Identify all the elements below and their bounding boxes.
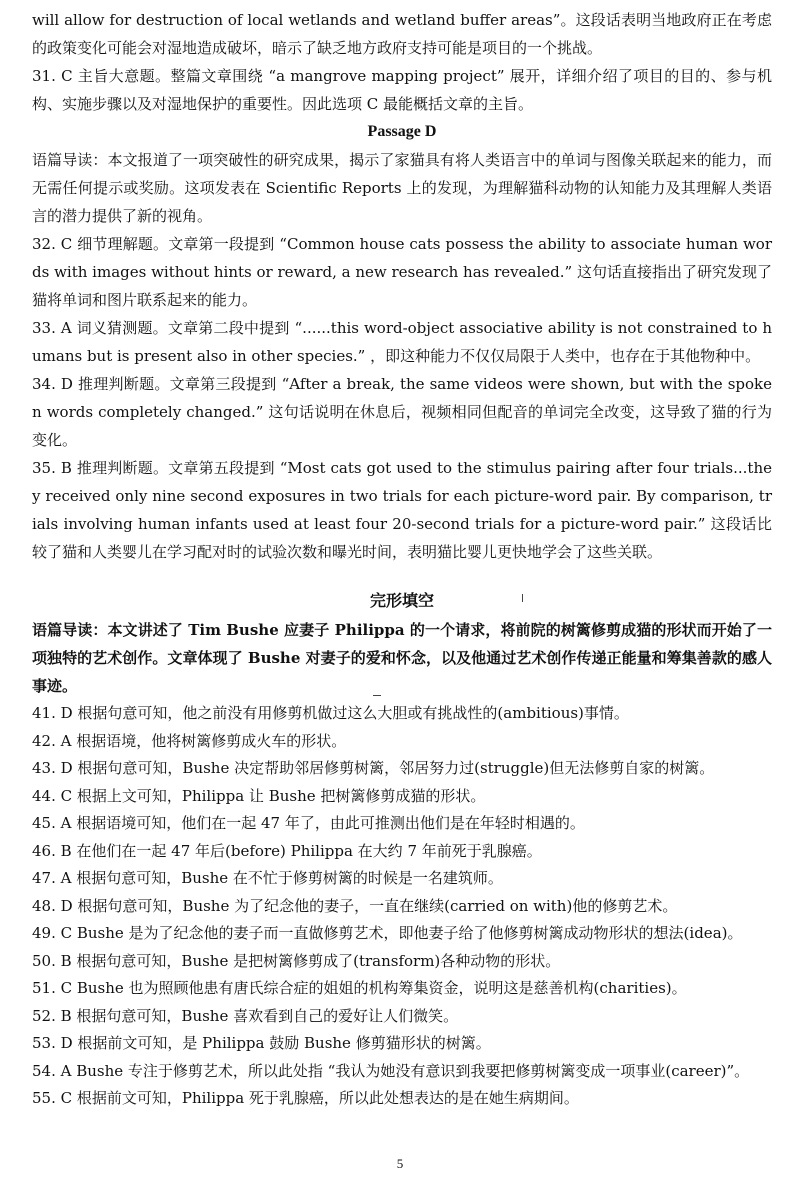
cloze-answer: 51. C Bushe 也为照顾他患有唐氏综合症的姐姐的机构筹集资金，说明这是慈善机构(charities)。	[32, 979, 687, 997]
cloze-answer: 47. A 根据句意可知，Bushe 在不忙于修剪树篱的时候是一名建筑师。	[32, 869, 503, 887]
passage-d-title: Passage D	[367, 123, 437, 140]
cloze-answer: 42. A 根据语境，他将树篱修剪成火车的形状。	[32, 731, 347, 750]
cloze-answer: 46. B 在他们在一起 47 年后(before) Philippa 在大约 7 年前死于乳腺癌。	[32, 841, 542, 860]
cloze-answer: 54. A Bushe 专注于修剪艺术，所以此处指 “我认为她没有意识到我要把修剪树篱变成一项事业(career)”。	[32, 1061, 750, 1080]
cloze-answer: 49. C Bushe 是为了纪念他的妻子而一直做修剪艺术，即他妻子给了他修剪树篱成动物形状的想法(idea)。	[32, 924, 743, 942]
page-number: 5	[396, 1156, 404, 1171]
cloze-title: 完形填空	[369, 593, 434, 610]
answer-31: 31. C 主旨大意题。整篇文章围绕 “a mangrove mapping project” 展开，详细介绍了项目的目的、参与机构、实施步骤以及对湿地保护的重要性。因此选项 C 最能概括文章的主旨。	[32, 67, 772, 113]
passage-d-overview: 语篇导读：本文报道了一项突破性的研究成果，揭示了家猫具有将人类语言中的单词与图像关联起来的能力，而无需任何提示或奖励。这项发表在 Scientific Reports 上的发现，为理解猫科动物的认知能力及其理解人类语言的潜力提供了新的视角。	[32, 151, 772, 225]
cloze-answer: 48. D 根据句意可知，Bushe 为了纪念他的妻子，一直在继续(carried on with)他的修剪艺术。	[32, 896, 678, 915]
scan-mark	[373, 695, 381, 696]
cloze-answer: 43. D 根据句意可知，Bushe 决定帮助邻居修剪树篱，邻居努力过(struggle)但无法修剪自家的树篱。	[32, 759, 715, 777]
cloze-answer: 50. B 根据句意可知，Bushe 是把树篱修剪成了(transform)各种动物的形状。	[32, 951, 561, 970]
document-page	[32, 6, 772, 1113]
answer-34: 34. D 推理判断题。文章第三段提到 “After a break, the same videos were shown, but with the spoken words completely changed.” 这句话说明在休息后，视频相同但配音的单词完全改变，这导致了猫的行为变化。	[32, 375, 772, 449]
cloze-overview: 语篇导读：本文讲述了 Tim Bushe 应妻子 Philippa 的一个请求，将前院的树篱修剪成猫的形状而开始了一项独特的艺术创作。文章体现了 Bushe 对妻子的爱和怀念，以及他通过艺术创作传递正能量和筹集善款的感人事迹。	[32, 621, 772, 695]
cloze-answer: 55. C 根据前文可知，Philippa 死于乳腺癌，所以此处想表达的是在她生病期间。	[32, 1089, 579, 1107]
answer-32: 32. C 细节理解题。文章第一段提到 “Common house cats possess the ability to associate human words with images without hints or reward, a new research has revealed.” 这句话直接指出了研究发现了猫将单词和图片联系起来的能力。	[32, 235, 772, 309]
section-spacer	[32, 566, 772, 582]
cloze-answer: 52. B 根据句意可知，Bushe 喜欢看到自己的爱好让人们微笑。	[32, 1006, 459, 1025]
cloze-answer: 45. A 根据语境可知，他们在一起 47 年了，由此可推测出他们是在年轻时相遇的。	[32, 814, 585, 832]
cloze-answer: 41. D 根据句意可知，他之前没有用修剪机做过这么大胆或有挑战性的(ambitious)事情。	[32, 704, 629, 722]
answer-33: 33. A 词义猜测题。文章第二段中提到 “......this word-object associative ability is not constrained to humans but is present also in other species.” ，即这种能力不仅仅局限于人类中，也存在于其他物种中。	[32, 319, 772, 365]
cloze-answer: 53. D 根据前文可知，是 Philippa 鼓励 Bushe 修剪猫形状的树篱。	[32, 1034, 491, 1052]
scan-mark	[522, 594, 523, 602]
cloze-answer: 44. C 根据上文可知，Philippa 让 Bushe 把树篱修剪成猫的形状。	[32, 786, 486, 805]
cloze-answer-list	[32, 700, 772, 1113]
answer-35: 35. B 推理判断题。文章第五段提到 “Most cats got used to the stimulus pairing after four trials...they received only nine second exposures in two trials for each picture-word pair. By comparison, trials involving human infants used at least four 20-second trials for a picture-word pair.” 这段话比较了猫和人类婴儿在学习配对时的试验次数和曝光时间，表明猫比婴儿更快地学会了这些关联。	[32, 459, 772, 561]
intro-paragraph: will allow for destruction of local wetlands and wetland buffer areas”。这段话表明当地政府正在考虑的政策变化可能会对湿地造成破坏，暗示了缺乏地方政府支持可能是项目的一个挑战。	[32, 11, 772, 57]
